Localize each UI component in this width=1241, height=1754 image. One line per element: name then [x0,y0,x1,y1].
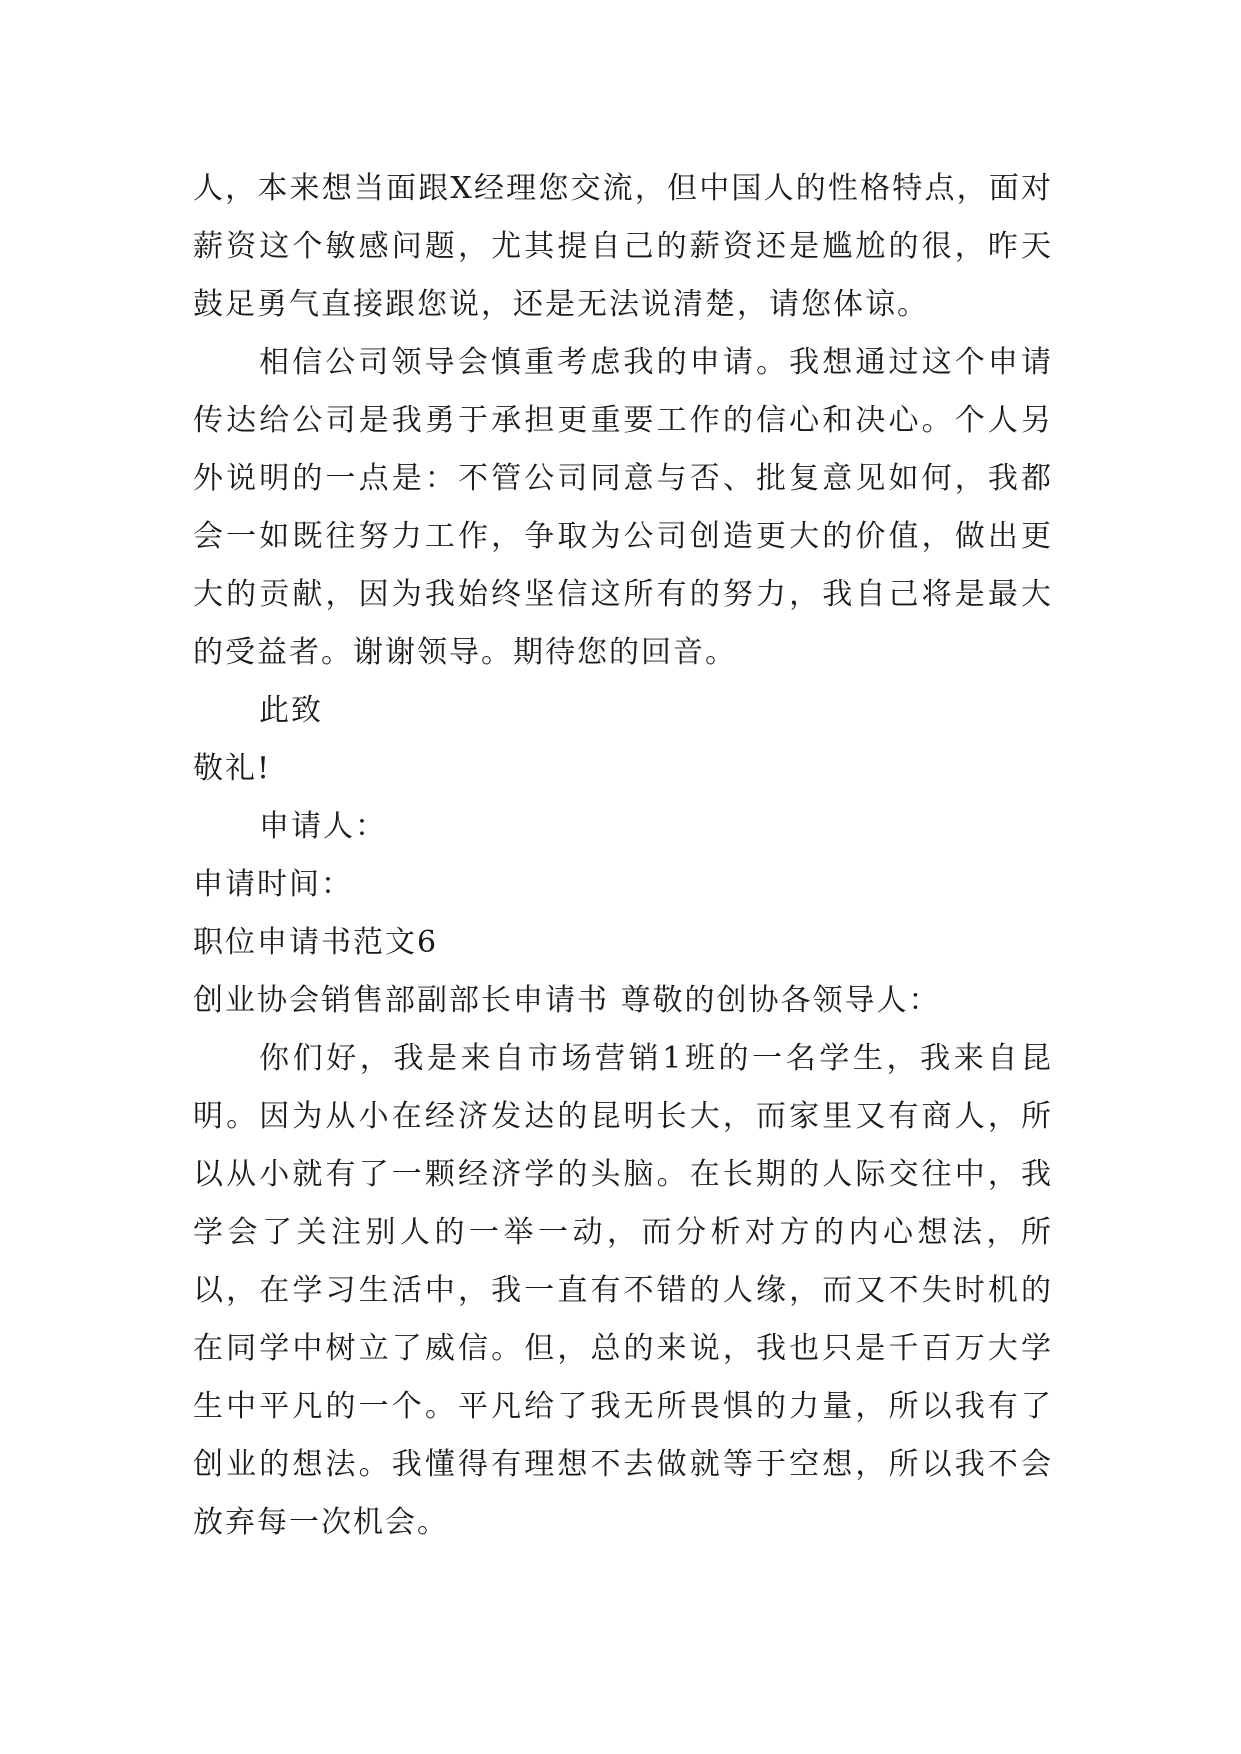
paragraph-self-introduction: 你们好，我是来自市场营销1班的一名学生，我来自昆明。因为从小在经济发达的昆明长大，而家里又有商人，所以从小就有了一颗经济学的头脑。在长期的人际交往中，我学会了关注别人的一举一动，而分析对方的内心想法，所以，在学习生活中，我一直有不错的人缘，而又不失时机的在同学中树立了威信。但，总的来说，我也只是千百万大学生中平凡的一个。平凡给了我无所畏惧的力量，所以我有了创业的想法。我懂得有理想不去做就等于空想，所以我不会放弃每一次机会。 [193,1041,1053,1540]
closing-salutation: 此致 [259,693,323,728]
paragraph-application-commitment: 相信公司领导会慎重考虑我的申请。我想通过这个申请传达给公司是我勇于承担更重要工作的信心和决心。个人另外说明的一点是：不管公司同意与否、批复意见如何，我都会一如既往努力工作，争取为公司创造更大的价值，做出更大的贡献，因为我始终坚信这所有的努力，我自己将是最大的受益者。谢谢领导。期待您的回音。 [193,345,1053,670]
paragraph-salary-explanation: 人，本来想当面跟X经理您交流，但中国人的性格特点，面对薪资这个敏感问题，尤其提自己的薪资还是尴尬的很，昨天鼓足勇气直接跟您说，还是无法说清楚，请您体谅。 [193,171,1053,322]
section-heading: 职位申请书范文6 [193,925,439,960]
application-date-label: 申请时间： [193,867,353,902]
document-body [193,160,1053,1552]
letter-title-and-greeting: 创业协会销售部副部长申请书 尊敬的创协各领导人： [193,983,941,1018]
applicant-label: 申请人： [259,809,387,844]
closing-respect: 敬礼! [193,751,272,786]
